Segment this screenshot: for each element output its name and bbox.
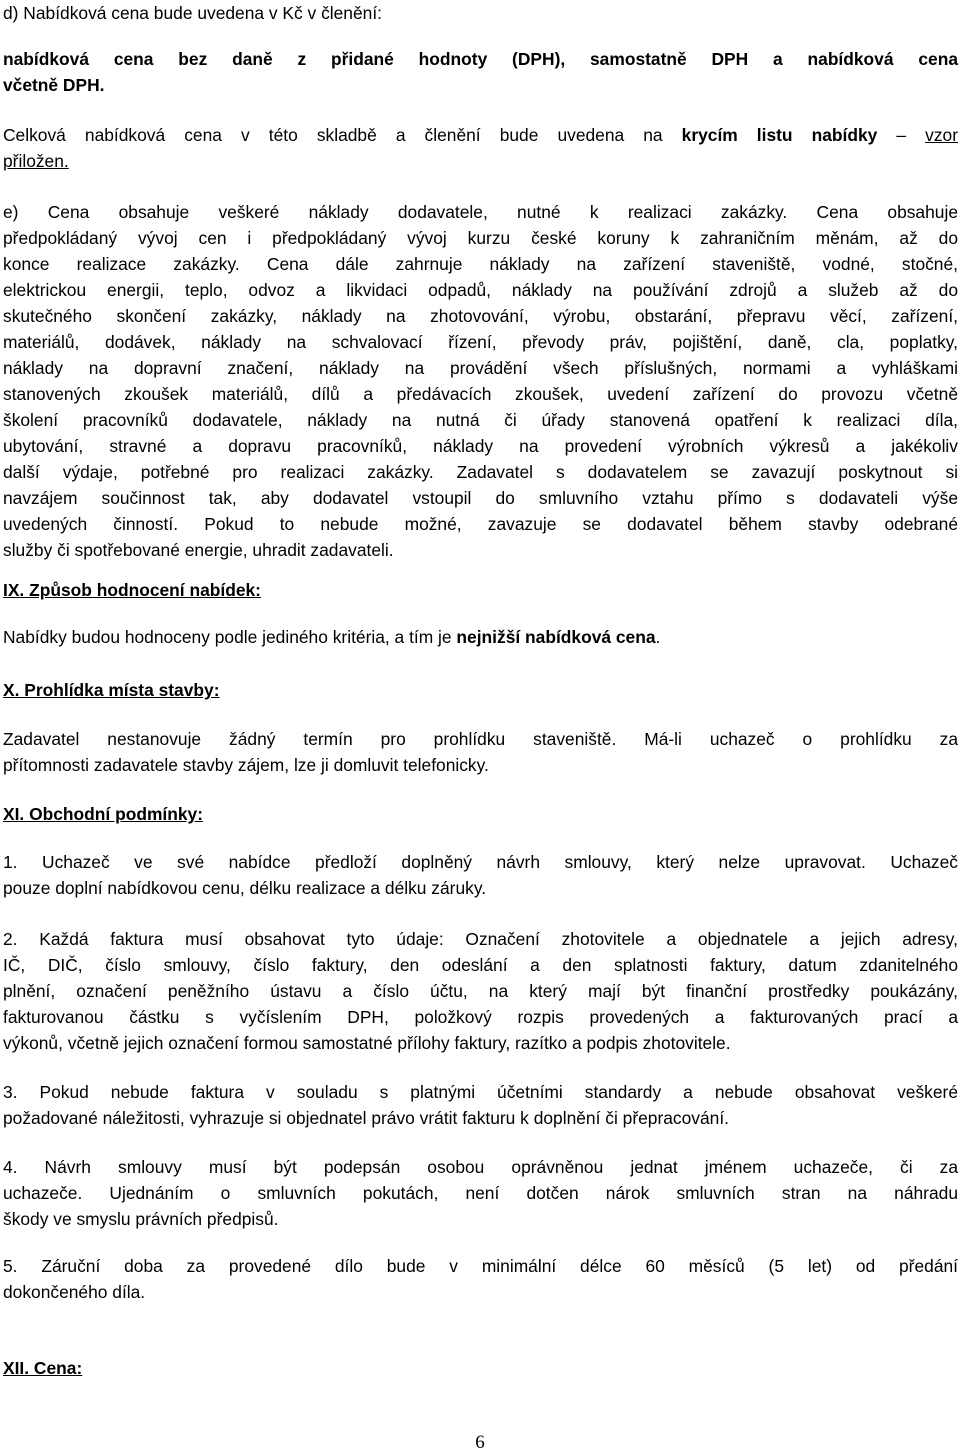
condition-item (3, 926, 958, 1056)
paragraph-line: služby či spotřebované energie, uhradit zadavateli. (3, 540, 394, 560)
paragraph-line: materiálů, dodávek, náklady na schvalovací řízení, převody práv, pojištění, daně, cla, poplatky, (3, 332, 958, 352)
condition-line: fakturovanou částku s vyčíslením DPH, položkový rozpis provedených a fakturovaných prací a (3, 1007, 958, 1027)
condition-line: požadované náležitosti, vyhrazuje si objednatel právo vrátit fakturu k doplnění či přepracování. (3, 1108, 729, 1128)
condition-line: výkonů, včetně jejich označení formou samostatné přílohy faktury, razítko a podpis zhotovitele. (3, 1033, 731, 1053)
condition-line: 1. Uchazeč ve své nabídce předloží doplněný návrh smlouvy, který nelze upravovat. Uchazeč (3, 852, 958, 872)
condition-item (3, 1253, 958, 1305)
bold-line: včetně DPH. (3, 75, 105, 95)
paragraph-line: školení pracovníků dodavatele, náklady na nutná či úřady stanovená opatření k realizaci díla, (3, 410, 958, 430)
paragraph-line: stanovených zkoušek materiálů, dílů a předávacích zkoušek, uvedení zařízení do provozu včetně (3, 384, 958, 404)
condition-line: 2. Každá faktura musí obsahovat tyto údaje: Označení zhotovitele a objednatele a jejich adresy, (3, 929, 958, 949)
section-x-heading: X. Prohlídka místa stavby: (3, 680, 220, 700)
paragraph-line: elektrickou energii, teplo, odvoz a likvidaci odpadů, náklady na používání zdrojů a služeb až do (3, 280, 958, 300)
paragraph-line: navzájem součinnost tak, aby dodavatel vstoupil do smluvního vztahu přímo s dodavateli výše (3, 488, 958, 508)
cover-sheet-label: krycím listu nabídky (681, 125, 878, 145)
condition-item (3, 1154, 958, 1232)
section-ix-text: Nabídky budou hodnoceny podle jediného kritéria, a tím je nejnižší nabídková cena. (3, 627, 661, 647)
template-link: vzor (925, 125, 958, 145)
section-d-bold-text (3, 46, 958, 98)
section-e-paragraph (3, 199, 958, 563)
section-x-text: Zadavatel nestanovuje žádný termín pro prohlídku staveniště. Má-li uchazeč o prohlídku za přítomnosti zadavatele stavby zájem, lze ji domluvit telefonicky. (3, 729, 958, 775)
paragraph-line: další výdaje, potřebné pro realizaci zakázky. Zadavatel s dodavatelem se zavazují poskytnout si (3, 462, 958, 482)
paragraph-line: ubytování, stravné a dopravu pracovníků, náklady na provedení výrobních výkresů a jakékoliv (3, 436, 958, 456)
paragraph-line: uvedených činností. Pokud to nebude možné, zavazuje se dodavatel během stavby odebrané (3, 514, 958, 534)
condition-line: 5. Záruční doba za provedené dílo bude v minimální délce 60 měsíců (5 let) od předání (3, 1256, 958, 1276)
condition-item (3, 1079, 958, 1131)
lowest-price-label: nejnižší nabídková cena (456, 627, 656, 647)
condition-item (3, 849, 958, 901)
summary-line-attached: přiložen. (3, 151, 69, 171)
condition-line: uchazeče. Ujednáním o smluvních pokutách, není dotčen nárok smluvních stran na náhradu (3, 1183, 958, 1203)
condition-line: plnění, označení peněžního ústavu a číslo účtu, na který mají být finanční prostředky poukázány, (3, 981, 958, 1001)
page-number: 6 (475, 1432, 485, 1453)
condition-line: 4. Návrh smlouvy musí být podepsán osobou oprávněnou jednat jménem uchazeče, či za (3, 1157, 958, 1177)
section-d-intro: d) Nabídková cena bude uvedena v Kč v členění: (3, 3, 382, 23)
paragraph-line: e) Cena obsahuje veškeré náklady dodavatele, nutné k realizaci zakázky. Cena obsahuje (3, 202, 958, 222)
summary-line: Celková nabídková cena v této skladbě a členění bude uvedena na krycím listu nabídky – vzor (3, 125, 958, 145)
bold-line: nabídková cena bez daně z přidané hodnoty (DPH), samostatně DPH a nabídková cena (3, 49, 958, 69)
section-ix-heading: IX. Způsob hodnocení nabídek: (3, 580, 261, 600)
section-xii-heading: XII. Cena: (3, 1358, 83, 1378)
paragraph-line: náklady na dopravní značení, náklady na provádění všech příslušných, normami a vyhláškami (3, 358, 958, 378)
condition-line: škody ve smyslu právních předpisů. (3, 1209, 279, 1229)
section-xi-heading: XI. Obchodní podmínky: (3, 804, 203, 824)
condition-line: pouze doplní nabídkovou cenu, délku realizace a délku záruky. (3, 878, 487, 898)
condition-line: 3. Pokud nebude faktura v souladu s platnými účetními standardy a nebude obsahovat veškeré (3, 1082, 958, 1102)
paragraph-line: skutečného skončení zakázky, náklady na zhotovování, výrobu, obstarání, přepravu věcí, zařízení, (3, 306, 958, 326)
section-d-summary (3, 122, 958, 174)
paragraph-line: předpokládaný vývoj cen i předpokládaný vývoj kurzu české koruny k zahraničním měnám, až do (3, 228, 958, 248)
condition-line: IČ, DIČ, číslo smlouvy, číslo faktury, den odeslání a den splatnosti faktury, datum zdanitelného (3, 955, 958, 975)
paragraph-line: konce realizace zakázky. Cena dále zahrnuje náklady na zařízení staveniště, vodné, stočné, (3, 254, 958, 274)
condition-line: dokončeného díla. (3, 1282, 146, 1302)
